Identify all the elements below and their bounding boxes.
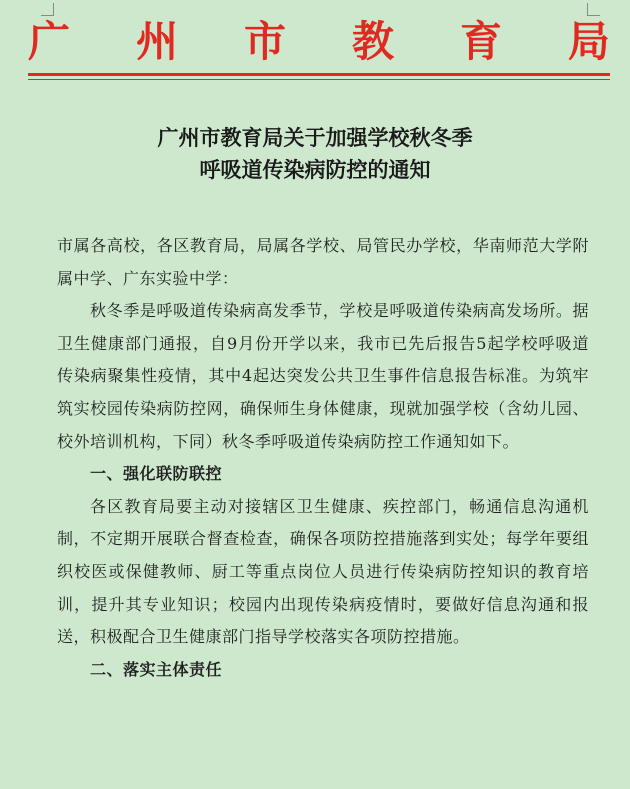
salutation: 市属各高校，各区教育局，局属各学校、局管民办学校，华南师范大学附属中学、广东实验中学： [57, 236, 589, 288]
section-paragraph-1: 各区教育局要主动对接辖区卫生健康、疾控部门，畅通信息沟通机制，不定期开展联合督查检查，确保各项防控措施落到实处；每学年要组织校医或保健教师、厨工等重点岗位人员进行传染病防控知识的教育培训，提升其专业知识；校园内出现传染病疫情时，要做好信息沟通和报送，积极配合卫生健康部门指导学校落实各项防控措施。 [57, 496, 589, 647]
document-title [0, 122, 630, 186]
header-char: 州 [135, 17, 178, 66]
document-title-line-1: 广州市教育局关于加强学校秋冬季 [157, 126, 473, 150]
document-body [57, 230, 589, 686]
header-red-rule-thin [28, 79, 610, 80]
red-header-agency-name [28, 14, 610, 70]
header-char: 市 [243, 17, 286, 66]
document-title-line-2: 呼吸道传染病防控的通知 [199, 158, 431, 182]
header-red-rule-thick [28, 73, 610, 76]
header-char: 局 [567, 17, 610, 66]
header-char: 广 [28, 17, 71, 66]
header-char: 教 [351, 17, 394, 66]
section-heading-1: 一、强化联防联控 [90, 464, 223, 484]
intro-paragraph: 秋冬季是呼吸道传染病高发季节，学校是呼吸道传染病高发场所。据卫生健康部门通报，自9月份开学以来，我市已先后报告5起学校呼吸道传染病聚集性疫情，其中4起达突发公共卫生事件信息报告标准。为筑牢筑实校园传染病防控网，确保师生身体健康，现就加强学校（含幼儿园、校外培训机构，下同）秋冬季呼吸道传染病防控工作通知如下。 [57, 301, 589, 451]
header-char: 育 [459, 17, 502, 66]
section-heading-2: 二、落实主体责任 [90, 659, 223, 679]
